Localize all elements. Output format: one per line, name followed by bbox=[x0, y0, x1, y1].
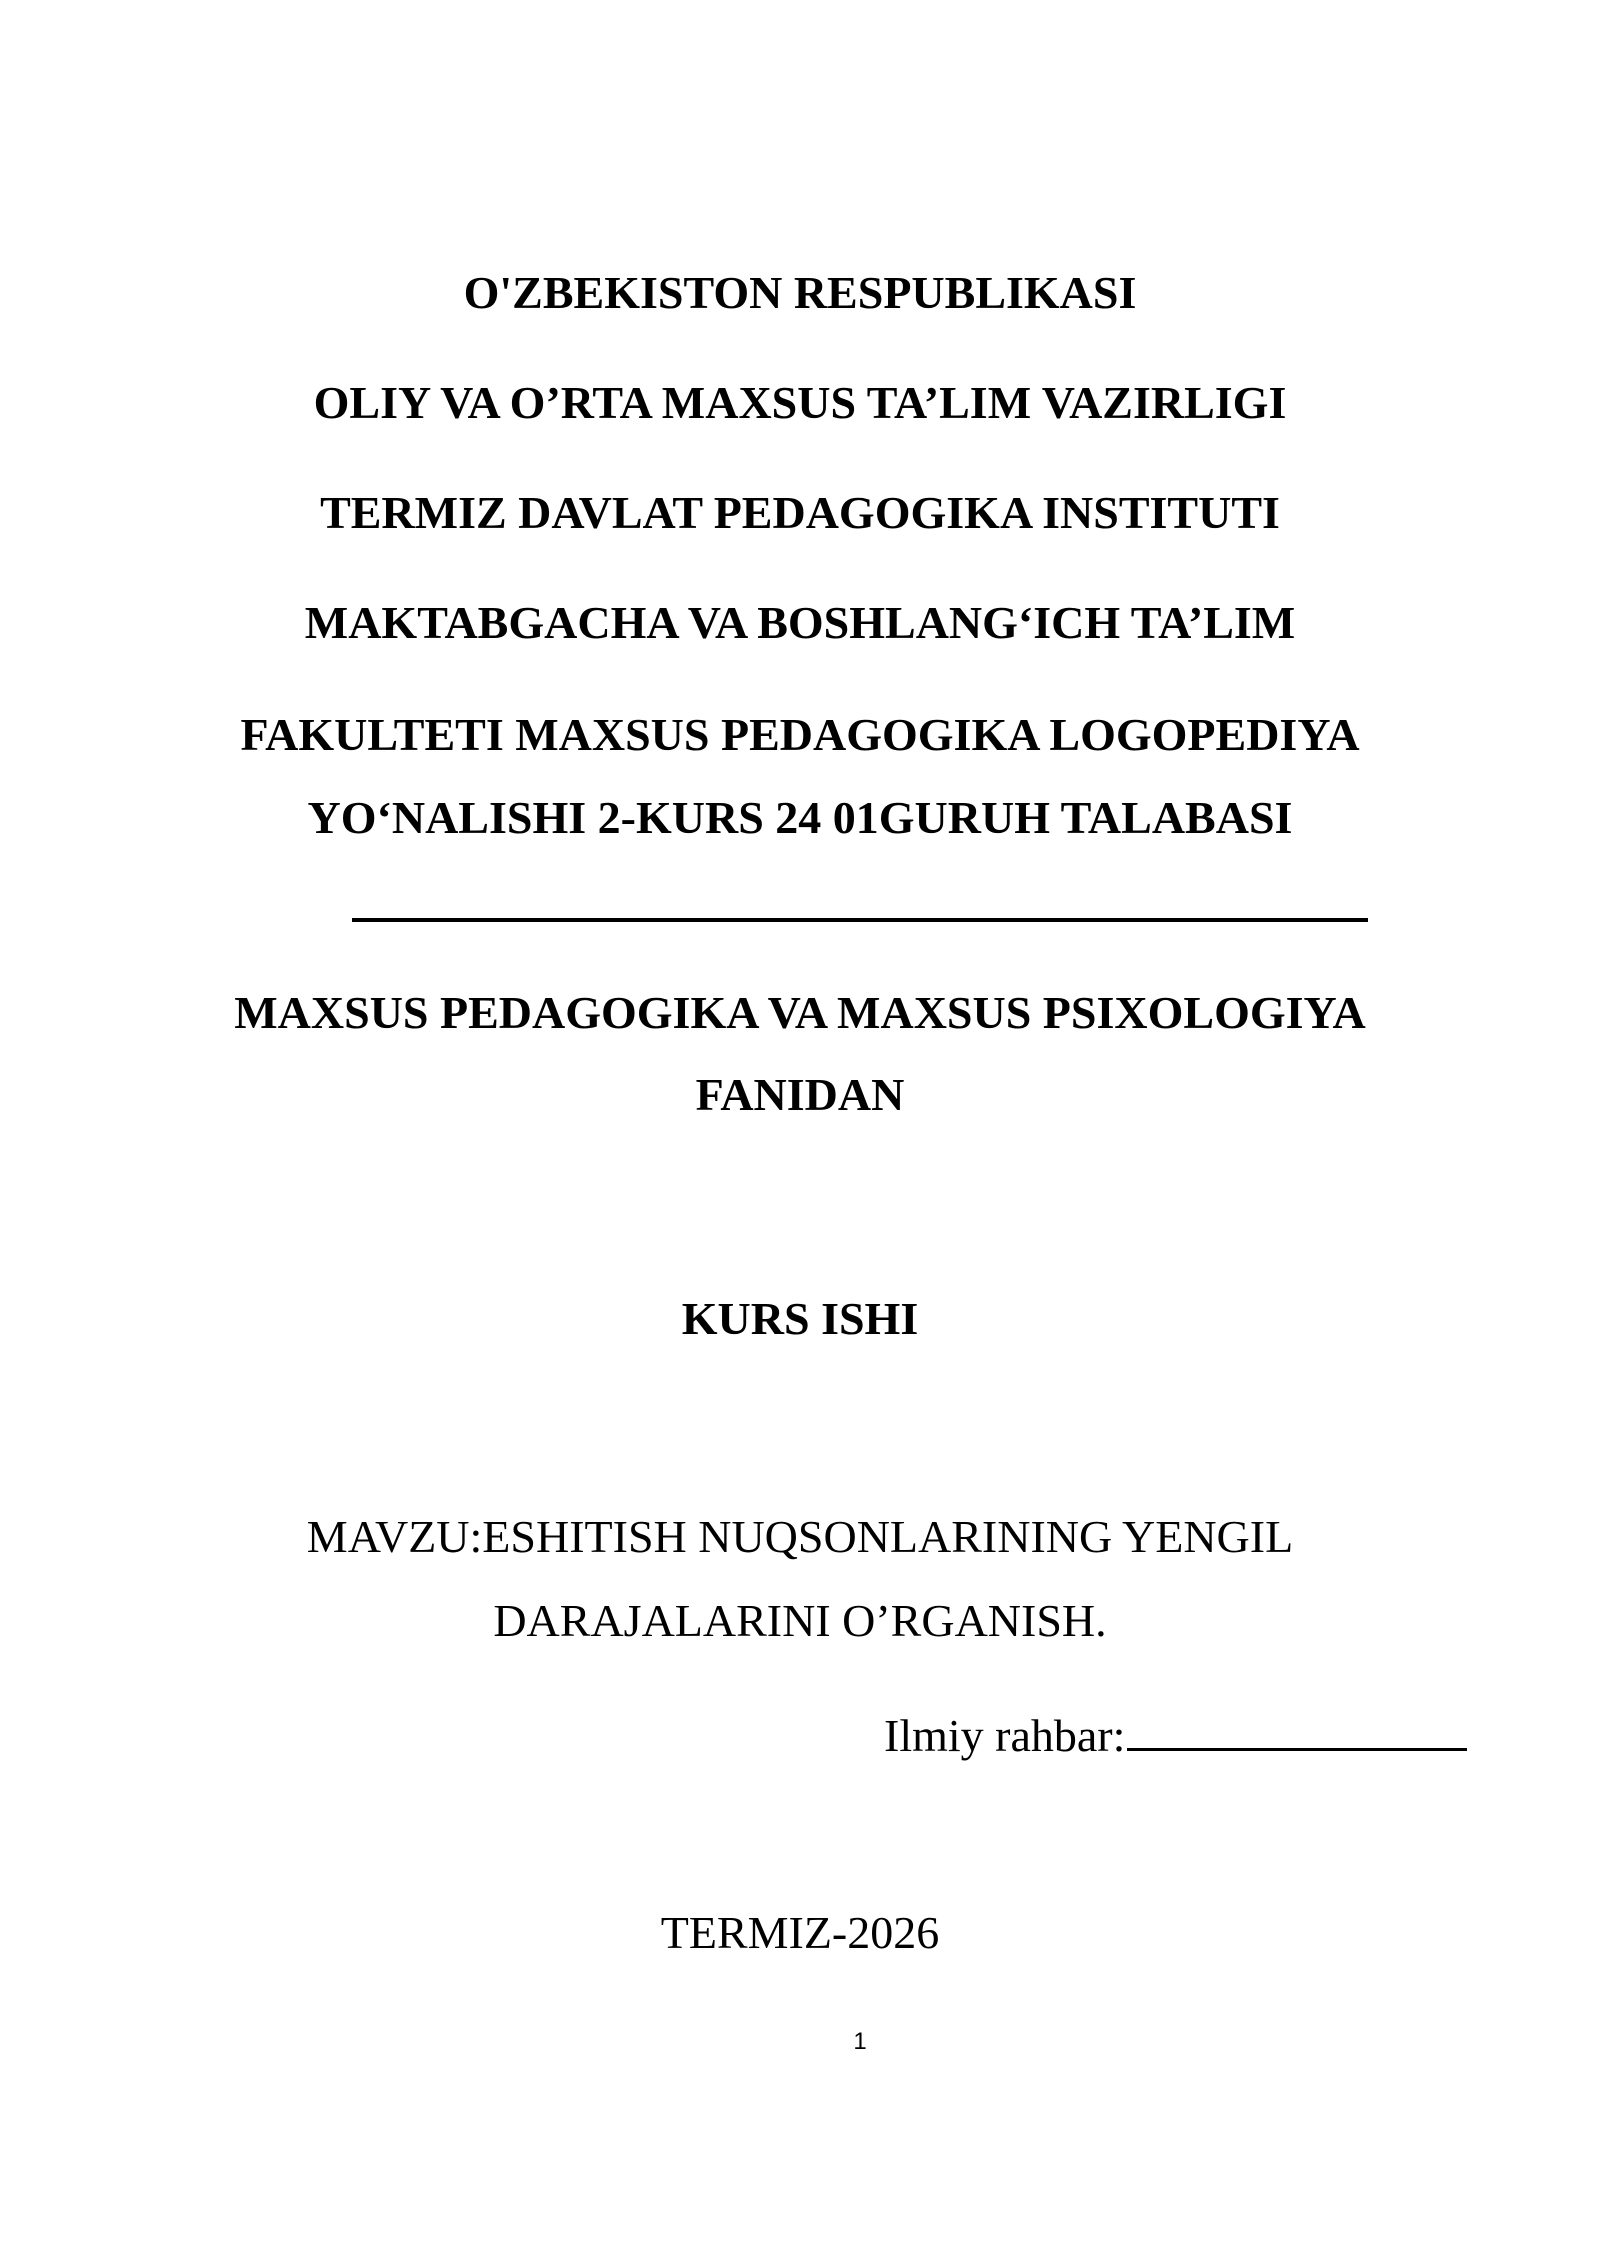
header-line-institute: TERMIZ DAVLAT PEDAGOGIKA INSTITUTI bbox=[320, 487, 1280, 538]
page-number: 1 bbox=[853, 2028, 867, 2055]
student-name-blank bbox=[352, 918, 1368, 922]
subject-line-1: MAXSUS PEDAGOGIKA VA MAXSUS PSIXOLOGIYA bbox=[234, 987, 1366, 1038]
subject-line-2: FANIDAN bbox=[695, 1069, 905, 1120]
header-line-faculty: MAKTABGACHA VA BOSHLANG‘ICH TA’LIM bbox=[304, 597, 1296, 648]
header-line-country: O'ZBEKISTON RESPUBLIKASI bbox=[463, 267, 1137, 318]
header-line-department: FAKULTETI MAXSUS PEDAGOGIKA LOGOPEDIYA bbox=[240, 709, 1360, 760]
advisor-block bbox=[884, 1708, 1467, 1759]
header-line-ministry: OLIY VA O’RTA MAXSUS TA’LIM VAZIRLIGI bbox=[313, 377, 1287, 428]
topic-line-2: DARAJALARINI O’RGANISH. bbox=[493, 1595, 1107, 1646]
header-line-student-group: YO‘NALISHI 2-KURS 24 01GURUH TALABASI bbox=[307, 792, 1293, 843]
advisor-label: Ilmiy rahbar: bbox=[884, 1710, 1126, 1761]
work-type-title: KURS ISHI bbox=[681, 1293, 919, 1344]
topic-line-1: MAVZU:ESHITISH NUQSONLARINING YENGIL bbox=[306, 1511, 1294, 1562]
advisor-name-blank bbox=[1127, 1708, 1467, 1751]
city-year: TERMIZ-2026 bbox=[660, 1907, 940, 1958]
